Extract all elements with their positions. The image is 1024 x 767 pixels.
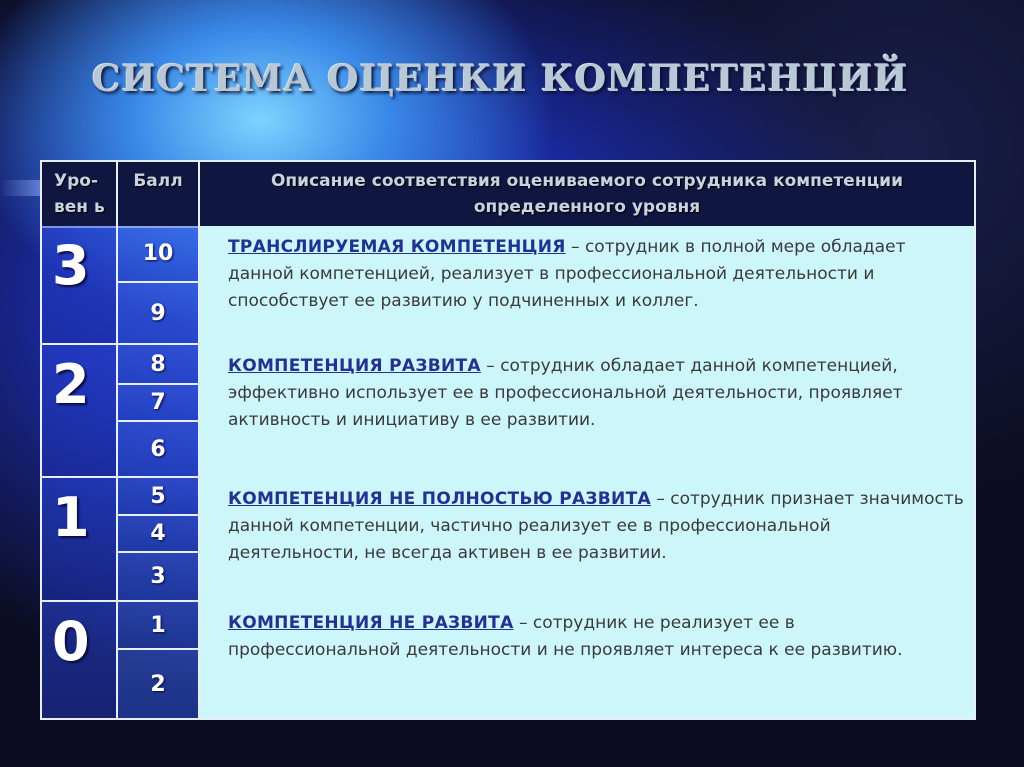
level-cell-2: [42, 345, 118, 478]
decorative-band: [0, 180, 44, 196]
level-number: 3: [52, 234, 90, 297]
competency-title: КОМПЕТЕНЦИЯ РАЗВИТА: [228, 356, 481, 376]
score-cell: 8: [118, 345, 200, 385]
competency-text: – сотрудник признает значимость данной компетенции, частично реализует ее в профессиональной деятельности, не всегда активен в ее развитии.: [228, 489, 964, 563]
competency-title: ТРАНСЛИРУЕМАЯ КОМПЕТЕНЦИЯ: [228, 237, 566, 257]
level-number: 0: [52, 610, 90, 673]
score-cell: 1: [118, 602, 200, 650]
level-number: 2: [52, 353, 90, 416]
header-description: Описание соответствия оцениваемого сотрудника компетенции определенного уровня: [270, 171, 904, 217]
score-cell: 5: [118, 478, 200, 516]
level-cell-1: [42, 478, 118, 602]
header-score: Балл: [118, 162, 200, 226]
level-number: 1: [52, 486, 90, 549]
header-level-text: Уро- вен ь: [54, 171, 105, 217]
score-cell: 2: [118, 650, 200, 718]
score-cell: 7: [118, 385, 200, 422]
page-title: СИСТЕМА ОЦЕНКИ КОМПЕТЕНЦИЙ: [92, 58, 909, 100]
description-cell: [200, 602, 974, 718]
competency-text: – сотрудник в полной мере обладает данной компетенцией, реализует в профессиональной деятельности и способствует ее развитию у подчиненных и коллег.: [228, 237, 906, 311]
competency-table: [40, 160, 976, 720]
score-cell: 3: [118, 553, 200, 602]
description-cell: [200, 226, 974, 345]
score-cell: 10: [118, 226, 200, 283]
competency-text: – сотрудник не реализует ее в профессиональной деятельности и не проявляет интереса к ее развитию.: [228, 613, 903, 660]
score-cell: 6: [118, 422, 200, 478]
score-cell: 4: [118, 516, 200, 553]
level-cell-3: [42, 226, 118, 345]
table-body: [42, 226, 974, 718]
competency-title: КОМПЕТЕНЦИЯ НЕ ПОЛНОСТЬЮ РАЗВИТА: [228, 489, 651, 509]
competency-title: КОМПЕТЕНЦИЯ НЕ РАЗВИТА: [228, 613, 514, 633]
table-header: [42, 162, 974, 228]
competency-text: – сотрудник обладает данной компетенцией, эффективно использует ее в профессиональной деятельности, проявляет активность и инициативу в ее развитии.: [228, 356, 903, 430]
level-cell-0: [42, 602, 118, 718]
description-cell: [200, 478, 974, 602]
description-cell: [200, 345, 974, 478]
score-cell: 9: [118, 283, 200, 345]
header-level: [42, 162, 118, 226]
